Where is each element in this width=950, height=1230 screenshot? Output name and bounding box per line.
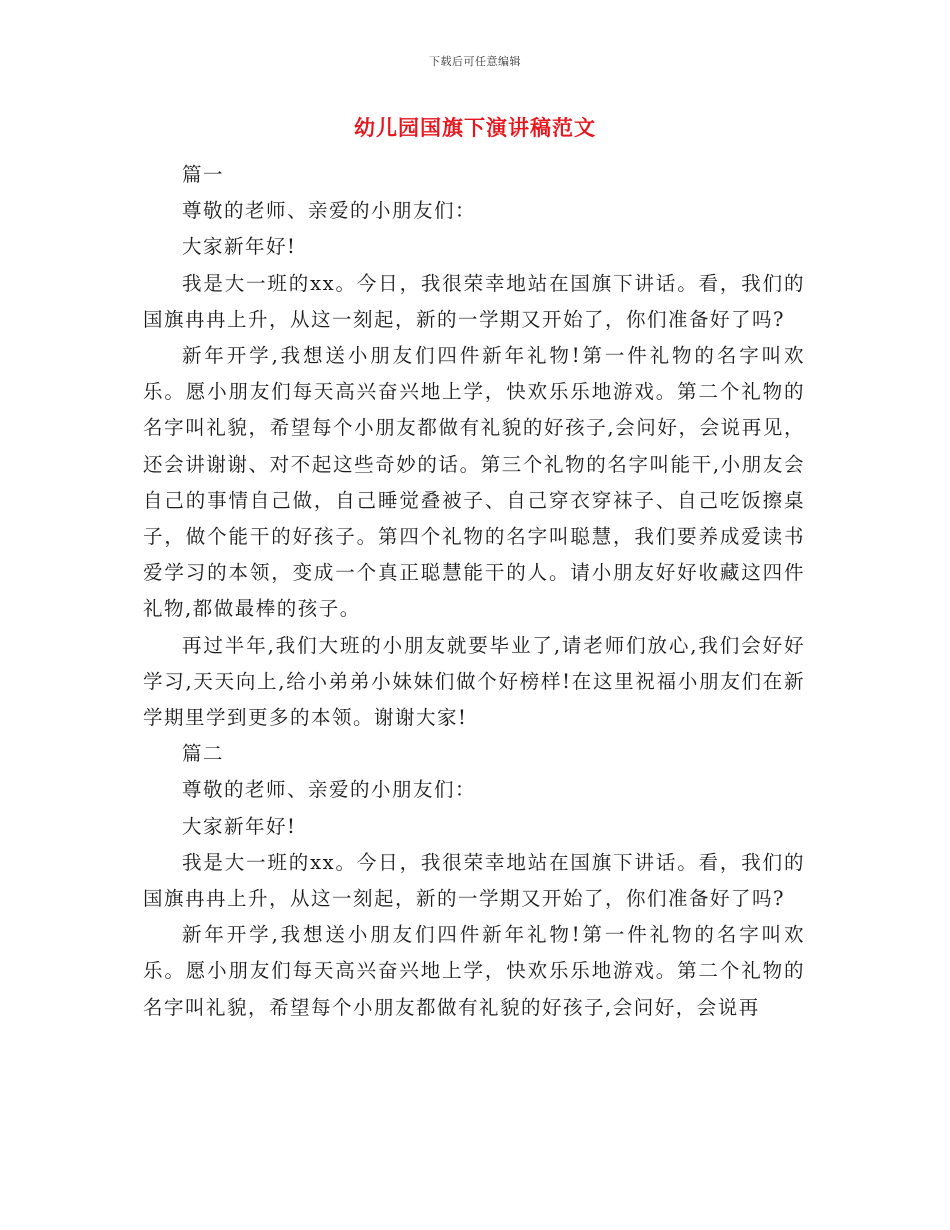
salutation: 尊敬的老师、亲爱的小朋友们： bbox=[182, 778, 477, 802]
greeting: 大家新年好! bbox=[182, 814, 297, 838]
body-paragraph: 新年开学,我想送小朋友们四件新年礼物!第一件礼物的名字叫欢乐。愿小朋友们每天高兴奋兴地上学，快欢乐乐地游戏。第二个礼物的名字叫礼貌，希望每个小朋友都做有礼貌的好孩子,会问好，会说再见，还会讲谢谢、对不起这些奇妙的话。第三个礼物的名字叫能干,小朋友会自己的事情自己做，自己睡觉叠被子、自己穿衣穿袜子、自己吃饭擦桌子，做个能干的好孩子。第四个礼物的名字叫聪慧，我们要养成爱读书爱学习的本领，变成一个真正聪慧能干的人。请小朋友好好收藏这四件礼物,都做最棒的孩子。 bbox=[143, 344, 805, 621]
greeting: 大家新年好! bbox=[182, 235, 297, 259]
page-header-note: 下载后可任意编辑 bbox=[429, 55, 521, 68]
body-paragraph: 再过半年,我们大班的小朋友就要毕业了,请老师们放心,我们会好好学习,天天向上,给小弟弟小妹妹们做个好榜样!在这里祝福小朋友们在新学期里学到更多的本领。谢谢大家! bbox=[143, 633, 805, 730]
section-heading: 篇一 bbox=[182, 163, 225, 186]
section-heading: 篇二 bbox=[182, 742, 225, 766]
document-body bbox=[143, 157, 805, 1026]
body-paragraph: 我是大一班的xx。今日，我很荣幸地站在国旗下讲话。看，我们的国旗冉冉上升，从这一刻起，新的一学期又开始了，你们准备好了吗? bbox=[143, 850, 805, 911]
body-paragraph: 新年开学,我想送小朋友们四件新年礼物!第一件礼物的名字叫欢乐。愿小朋友们每天高兴奋兴地上学，快欢乐乐地游戏。第二个礼物的名字叫礼貌，希望每个小朋友都做有礼貌的好孩子,会问好，会说再 bbox=[143, 923, 805, 1019]
salutation: 尊敬的老师、亲爱的小朋友们： bbox=[182, 199, 477, 223]
body-paragraph: 我是大一班的xx。今日，我很荣幸地站在国旗下讲话。看，我们的国旗冉冉上升，从这一刻起，新的一学期又开始了，你们准备好了吗? bbox=[143, 271, 805, 331]
document-title: 幼儿园国旗下演讲稿范文 bbox=[354, 115, 596, 140]
